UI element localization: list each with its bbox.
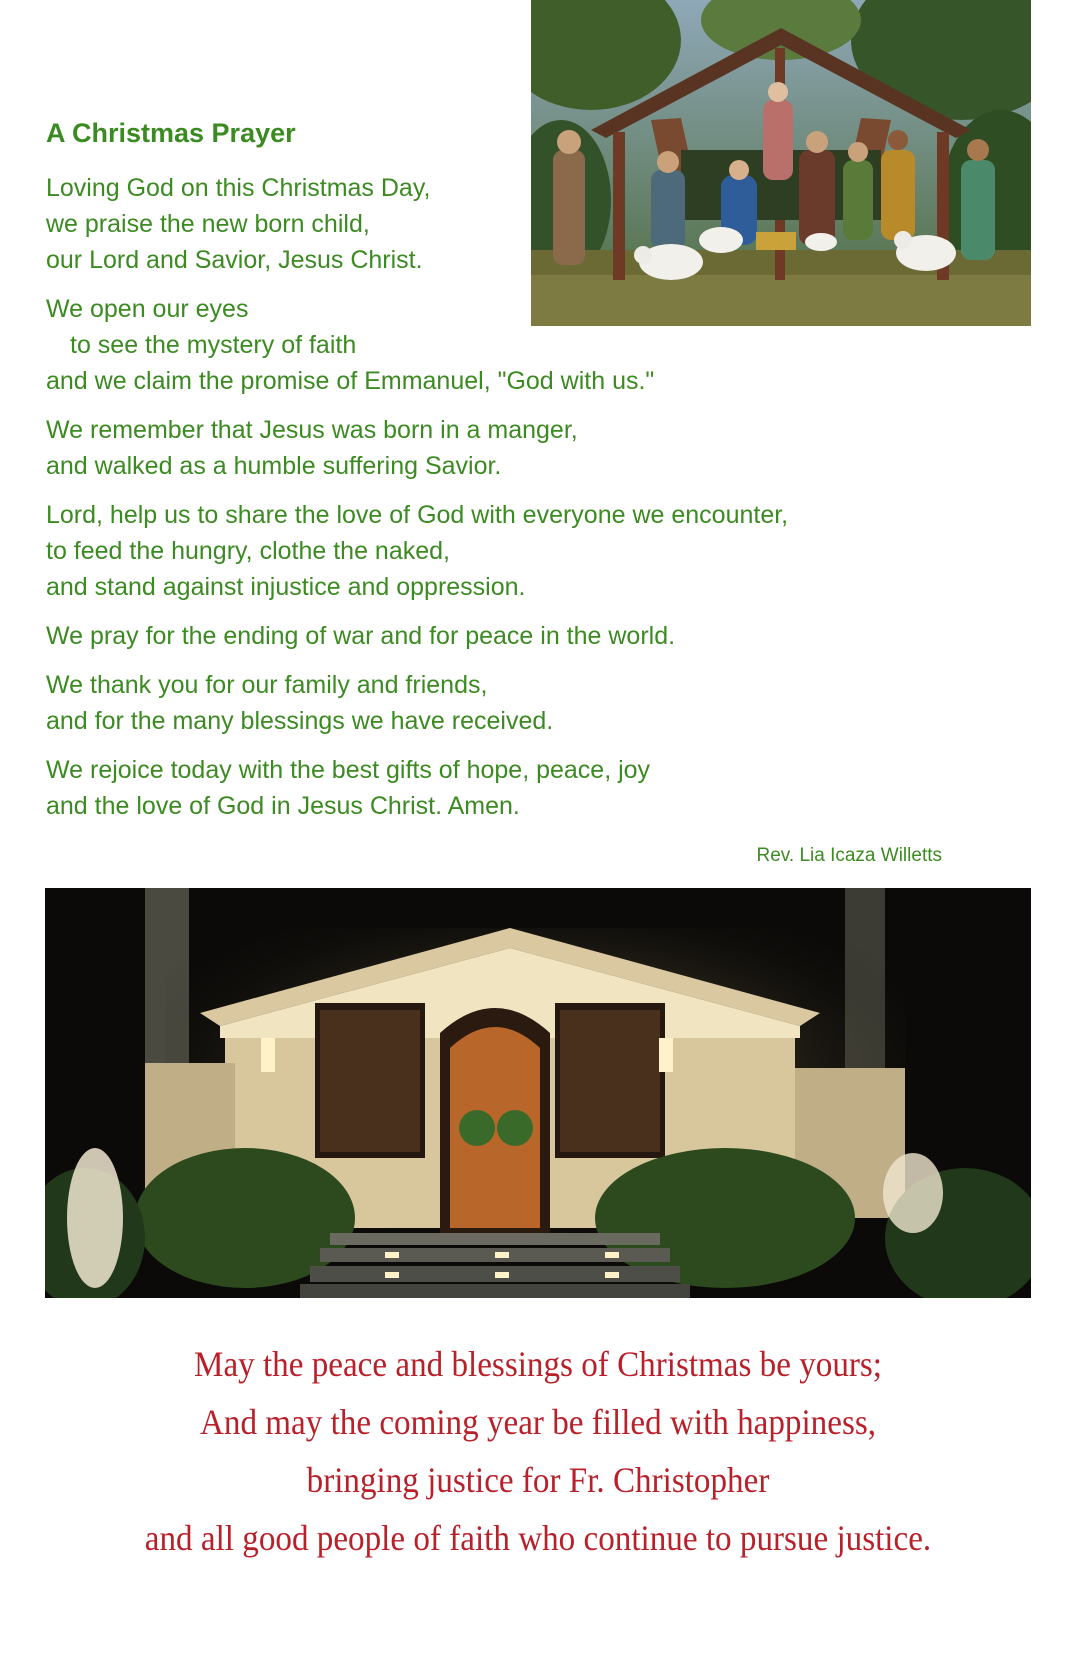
prayer-stanza: [46, 667, 1006, 739]
christmas-blessing: [84, 1335, 991, 1567]
prayer-line: We open our eyes: [46, 295, 249, 323]
prayer-line: and the love of God in Jesus Christ. Amen.: [46, 792, 520, 820]
prayer-stanza: [46, 291, 1006, 399]
prayer-line: Loving God on this Christmas Day,: [46, 174, 431, 202]
prayer-stanza: [46, 170, 1006, 278]
prayer-line: our Lord and Savior, Jesus Christ.: [46, 246, 423, 274]
prayer-body: [46, 170, 1006, 837]
prayer-line: we praise the new born child,: [46, 210, 370, 238]
blessing-line: bringing justice for Fr. Christopher: [306, 1460, 770, 1500]
prayer-stanza: [46, 497, 1006, 605]
church-night-photo: [45, 888, 1031, 1298]
prayer-line: and stand against injustice and oppression.: [46, 573, 526, 601]
prayer-line: to feed the hungry, clothe the naked,: [46, 537, 450, 565]
prayer-stanza: [46, 618, 1006, 654]
prayer-stanza: [46, 752, 1006, 824]
blessing-line: and all good people of faith who continue to pursue justice.: [144, 1518, 932, 1558]
prayer-line: We pray for the ending of war and for peace in the world.: [46, 622, 676, 650]
prayer-line: We thank you for our family and friends,: [46, 671, 488, 699]
prayer-line: and for the many blessings we have received.: [46, 707, 554, 735]
prayer-author: Rev. Lia Icaza Willetts: [756, 845, 942, 866]
prayer-stanza: [46, 412, 1006, 484]
prayer-line: to see the mystery of faith: [70, 331, 357, 359]
blessing-line: And may the coming year be filled with happiness,: [199, 1402, 877, 1442]
prayer-line: and walked as a humble suffering Savior.: [46, 452, 502, 480]
prayer-title: A Christmas Prayer: [46, 118, 296, 148]
prayer-line: and we claim the promise of Emmanuel, "God with us.": [46, 367, 655, 395]
prayer-line: We remember that Jesus was born in a manger,: [46, 416, 578, 444]
prayer-line: We rejoice today with the best gifts of hope, peace, joy: [46, 756, 651, 784]
prayer-line: Lord, help us to share the love of God with everyone we encounter,: [46, 501, 789, 529]
blessing-line: May the peace and blessings of Christmas be yours;: [193, 1344, 883, 1384]
